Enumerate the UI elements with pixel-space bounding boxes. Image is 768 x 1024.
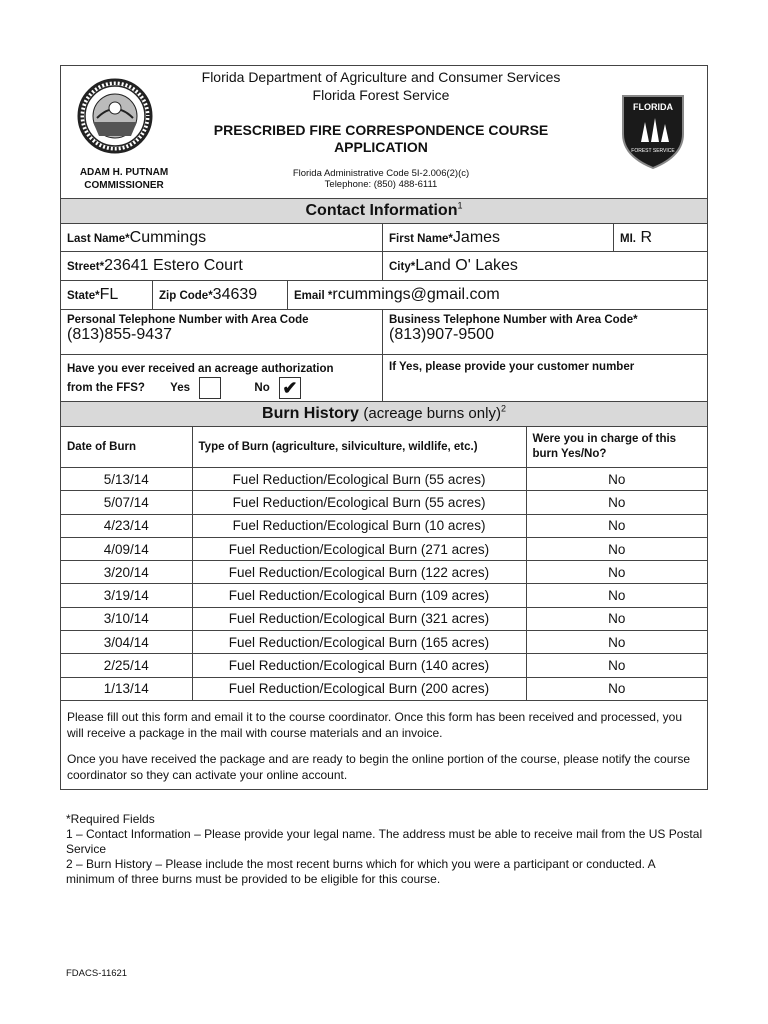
footnotes (66, 812, 706, 887)
state-zip-email-row (61, 281, 707, 310)
burn-history-heading: Burn History (acreage burns only)$^2$ (61, 402, 707, 427)
svg-text:FOREST SERVICE: FOREST SERVICE (631, 148, 675, 154)
table-row: 4/09/14 Fuel Reduction/Ecological Burn (271 acres) No (61, 537, 707, 560)
table-row: 1/13/14 Fuel Reduction/Ecological Burn (200 acres) No (61, 677, 707, 700)
table-row: 5/07/14 Fuel Reduction/Ecological Burn (55 acres) No (61, 491, 707, 514)
col-type-header: Type of Burn (agriculture, silviculture, wildlife, etc.) (192, 427, 526, 468)
city-field[interactable]: City*Land O' Lakes (389, 257, 518, 274)
address-row (61, 252, 707, 281)
middle-initial-field[interactable]: MI. R (620, 229, 652, 246)
customer-number-field[interactable]: If Yes, please provide your customer number (389, 361, 635, 373)
col-charge-header: Were you in charge of this burn Yes/No? (526, 427, 707, 468)
table-row: 5/13/14 Fuel Reduction/Ecological Burn (55 acres) No (61, 468, 707, 491)
first-name-field[interactable]: First Name*James (383, 224, 614, 251)
table-row: 3/04/14 Fuel Reduction/Ecological Burn (165 acres) No (61, 631, 707, 654)
no-checkbox[interactable]: ✔ (279, 377, 301, 399)
last-name-field[interactable]: Last Name*Cummings (61, 224, 383, 251)
contact-section-heading: Contact Information$^1$ (61, 199, 707, 224)
street-field[interactable]: Street*23641 Estero Court (61, 252, 383, 280)
svg-text:FLORIDA: FLORIDA (633, 102, 673, 112)
table-row: 4/23/14 Fuel Reduction/Ecological Burn (10 acres) No (61, 514, 707, 537)
admin-code: Florida Administrative Code 5I-2.006(2)(c) Telephone: (850) 488-6111 (292, 168, 470, 190)
state-field[interactable]: State*FL (61, 281, 153, 309)
commissioner-name: ADAM H. PUTNAM COMMISSIONER (79, 167, 169, 191)
table-row: 3/10/14 Fuel Reduction/Ecological Burn (321 acres) No (61, 607, 707, 630)
authorization-row (61, 355, 707, 402)
footnote-2: 2 – Burn History – Please include the most recent burns which for which you were a participant or conducted. A minimum of three burns must be provided to be eligible for this course. (66, 857, 655, 886)
yes-checkbox[interactable] (199, 377, 221, 399)
name-row (61, 224, 707, 252)
col-date-header: Date of Burn (61, 427, 192, 468)
instructions-paragraph: Please fill out this form and email it to the course coordinator. Once this form has been received and processed, you will receive a package in the mail with course materials and an invoice. (67, 709, 682, 740)
burn-table-header (61, 427, 707, 468)
department-name: Florida Department of Agriculture and Consumer Services Florida Forest Service (201, 69, 561, 103)
forest-service-shield-icon (617, 90, 689, 170)
form-header (61, 66, 707, 199)
personal-phone-field[interactable]: Personal Telephone Number with Area Code (813)855-9437 (61, 310, 383, 354)
required-fields-note: *Required Fields (66, 812, 155, 826)
business-phone-field[interactable]: Business Telephone Number with Area Code* (813)907-9500 (389, 314, 638, 343)
phone-row (61, 310, 707, 355)
application-form (60, 65, 708, 790)
instructions (61, 701, 707, 789)
burn-history-table (61, 427, 707, 701)
authorization-question: Have you ever received an acreage authorization from the FFS? Yes No ✔ (61, 355, 383, 401)
zip-field[interactable]: Zip Code*34639 (153, 281, 288, 309)
footnote-1: 1 – Contact Information – Please provide your legal name. The address must be able to receive mail from the US Postal Service (66, 827, 703, 856)
department-seal-icon (77, 78, 153, 154)
email-field[interactable]: Email *rcummings@gmail.com (294, 286, 500, 303)
table-row: 3/20/14 Fuel Reduction/Ecological Burn (122 acres) No (61, 561, 707, 584)
form-id: FDACS-11621 (66, 968, 128, 979)
instructions-paragraph: Once you have received the package and are ready to begin the online portion of the course, please notify the course coordinator so they can activate your online account. (67, 751, 691, 782)
table-row: 3/19/14 Fuel Reduction/Ecological Burn (109 acres) No (61, 584, 707, 607)
form-title: PRESCRIBED FIRE CORRESPONDENCE COURSE APPLICATION (213, 122, 549, 155)
table-row: 2/25/14 Fuel Reduction/Ecological Burn (140 acres) No (61, 654, 707, 677)
